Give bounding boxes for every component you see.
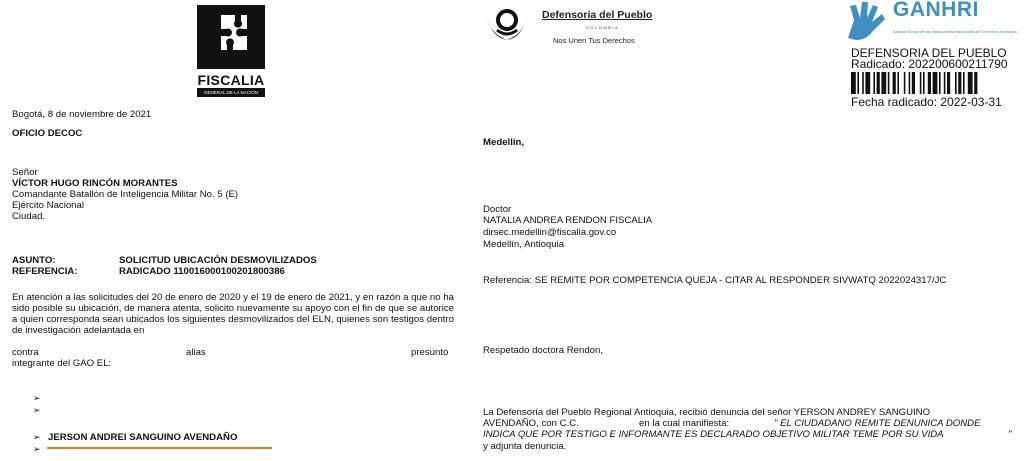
- body-line: La Defensoría del Pueblo Regional Antioquia, recibió denuncia del señor YERSON ANDREY SANGUINO: [483, 407, 931, 418]
- oficio-heading: OFICIO DECOC: [12, 128, 83, 139]
- body-alias: alias: [186, 347, 206, 358]
- recipient-email: dirsec.medellin@fiscalia.gov.co: [483, 227, 617, 238]
- city-heading: Medellín,: [483, 137, 525, 148]
- bullet-icon: ➢: [33, 405, 41, 415]
- body-quote: " EL CIUDADANO REMITE DENUNICA DONDE: [774, 418, 981, 429]
- ganhri-hand-logo: [838, 0, 886, 42]
- body-line: AVENDAÑO, con C.C.: [483, 418, 579, 429]
- asunto-value: SOLICITUD UBICACIÓN DESMOVILIZADOS: [119, 255, 317, 266]
- recipient-city: Medellín, Antioquia: [483, 239, 565, 250]
- greeting: Respetado doctora Rendon,: [483, 345, 604, 356]
- body-contra: contra: [12, 347, 39, 358]
- recipient-line: Ejército Nacional: [12, 200, 84, 211]
- recipient-title: Doctor: [483, 204, 512, 215]
- bullet-icon: ➢: [33, 444, 41, 454]
- radicado-org: DEFENSORIA DEL PUEBLO: [851, 46, 1007, 60]
- salutation: Señor: [12, 167, 38, 178]
- fiscalia-puzzle-logo: [197, 5, 265, 69]
- asunto-label: ASUNTO:: [12, 255, 56, 266]
- body-last-line: integrante del GAO EL:: [12, 358, 112, 369]
- defensoria-slogan: Nos Unen Tus Derechos: [553, 36, 635, 45]
- ganhri-name: GANHRI: [893, 0, 979, 21]
- body-paragraph: En atención a las solicitudes del 20 de enero de 2020 y el 19 de enero de 2021, y en razón a que no ha sido posible su ubicación, de manera atenta, solicito nuevamente su apoyo con el fin de que se autorice a quien corresponda sean ubicados los siguientes desmovilizados del ELN, quienes son testigos dentro de investigación adelantada en: [12, 292, 454, 336]
- body-line: y adjunta denuncia.: [483, 441, 567, 452]
- highlight-underline: [47, 447, 272, 449]
- defensoria-name: Defensoría del Pueblo: [542, 9, 653, 21]
- body-quote: INDICA QUE POR TESTIGO E INFORMANTE ES DECLARADO OBJETIVO MILITAR TEME POR SU VIDA: [483, 429, 944, 440]
- recipient-line: Comandante Batallón de Inteligencia Militar No. 5 (E): [12, 189, 239, 200]
- referencia-value: RADICADO 11001600010020180038​6: [119, 266, 285, 277]
- body-quote-end: ": [1008, 429, 1012, 440]
- body-presunto: presunto: [411, 347, 449, 358]
- bullet-icon: ➢: [33, 432, 41, 442]
- fiscalia-logo-name: FISCALIA: [197, 72, 265, 88]
- radicado-date: Fecha radicado: 2022-03-31: [851, 95, 1002, 109]
- ganhri-subtitle: Alianza Global de las Instituciones Nacionales de Derechos Humanos: [893, 29, 1017, 34]
- recipient-name: NATALIA ANDREA RENDON FISCALIA: [483, 215, 653, 226]
- date-line: Bogotá, 8 de noviembre de 2021: [12, 109, 152, 120]
- defensoria-country: COLOMBIA: [586, 25, 620, 30]
- radicado-number: Radicado: 20220060021179​0: [851, 57, 1008, 71]
- defensoria-hands-logo: [483, 8, 531, 44]
- recipient-name: VÍCTOR HUGO RINCÓN MORANTES: [12, 178, 178, 189]
- referencia-label: REFERENCIA:: [12, 266, 78, 277]
- body-line: en la cual manifiesta:: [639, 418, 730, 429]
- fiscalia-logo-subtitle: GENERAL DE LA NACIÓN: [197, 88, 265, 97]
- recipient-line: Ciudad.: [12, 211, 46, 222]
- referencia-line: Referencia: SE REMITE POR COMPETENCIA QUEJA - CITAR AL RESPONDER SIVWATQ 2022024317/JC: [483, 275, 947, 286]
- bullet-icon: ➢: [33, 393, 41, 403]
- barcode: [851, 72, 1024, 94]
- bullet-name: JERSON ANDREI SANGUINO AVENDAÑO: [48, 432, 238, 443]
